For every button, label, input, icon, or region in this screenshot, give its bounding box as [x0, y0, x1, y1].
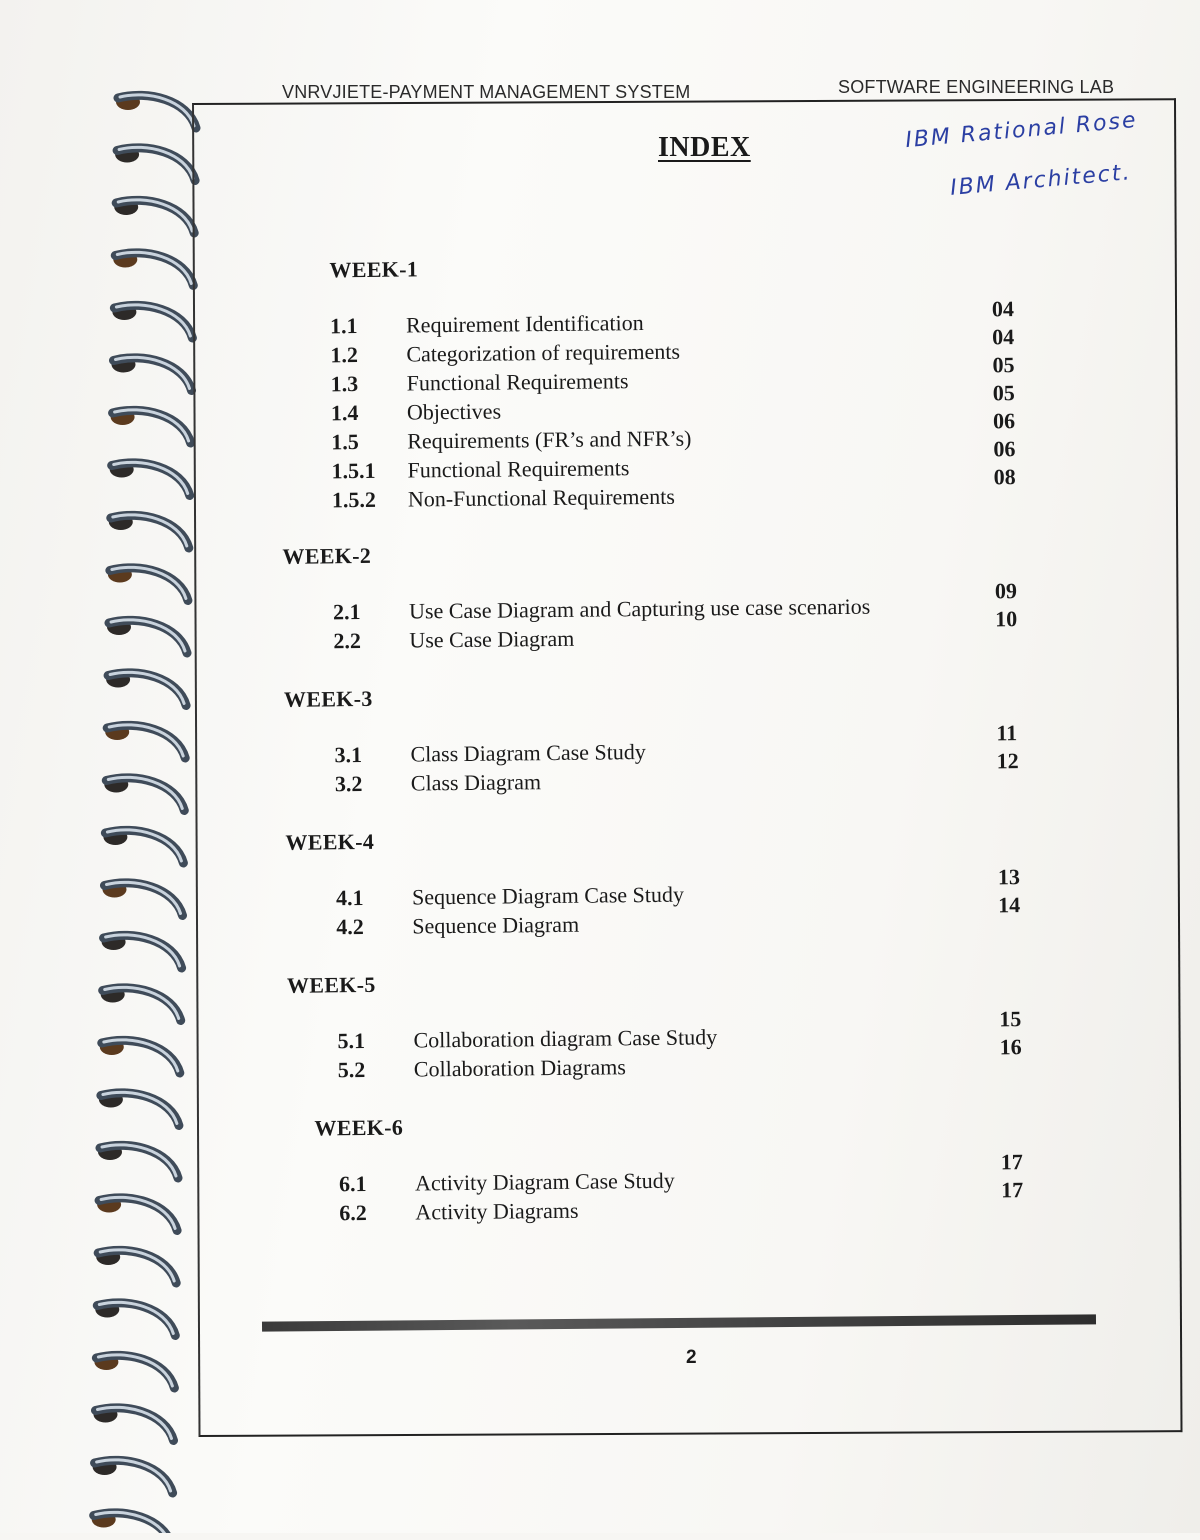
header-lab-name: SOFTWARE ENGINEERING LAB [838, 77, 1115, 97]
section-title: Collaboration diagram Case Study [413, 1024, 718, 1053]
section-title: Sequence Diagram [412, 911, 580, 939]
page-ref: 06 [992, 408, 1016, 434]
header-project-name: VNRVJIETE-PAYMENT MANAGEMENT SYSTEM [282, 82, 691, 102]
page-ref: 11 [996, 720, 1018, 746]
week-heading: WEEK-3 [283, 685, 373, 712]
section-number: 1.3 [330, 371, 359, 397]
section-title: Functional Requirements [407, 455, 630, 483]
section-title: Activity Diagram Case Study [414, 1167, 675, 1196]
section-number: 1.1 [329, 313, 358, 339]
page-ref: 05 [992, 380, 1015, 406]
section-number: 5.1 [337, 1028, 366, 1054]
page-ref: 04 [992, 324, 1015, 350]
section-number: 1.2 [330, 342, 358, 368]
section-title: Use Case Diagram and Capturing use case scenarios [408, 593, 871, 624]
page-ref: 10 [995, 606, 1018, 632]
week-heading: WEEK-5 [286, 971, 376, 998]
section-number: 3.1 [334, 742, 363, 768]
section-title: Class Diagram [410, 769, 542, 796]
section-title: Non-Functional Requirements [407, 483, 676, 512]
section-number: 6.2 [339, 1199, 367, 1226]
section-number: 1.5.2 [331, 486, 377, 513]
section-number: 3.2 [334, 771, 363, 797]
page-title: INDEX [658, 132, 751, 163]
section-title: Use Case Diagram [409, 625, 575, 653]
page-ref: 14 [998, 892, 1021, 918]
page-ref: 05 [992, 352, 1015, 378]
section-title: Categorization of requirements [406, 338, 681, 367]
section-title: Activity Diagrams [415, 1197, 579, 1225]
section-number: 6.1 [338, 1170, 367, 1197]
page-ref: 13 [997, 864, 1021, 890]
section-number: 1.5.1 [331, 457, 376, 484]
section-number: 2.2 [333, 628, 361, 654]
section-number: 1.4 [330, 400, 359, 426]
page-ref: 04 [991, 296, 1015, 322]
handwritten-note: IBM Architect. [949, 160, 1133, 201]
section-number: 5.2 [337, 1057, 366, 1083]
page-ref: 08 [993, 464, 1016, 490]
section-title: Sequence Diagram Case Study [411, 881, 685, 910]
section-number: 4.2 [336, 914, 364, 940]
week-heading: WEEK-4 [285, 828, 375, 855]
handwritten-note: IBM Rational Rose [904, 107, 1139, 154]
week-heading: WEEK-6 [314, 1114, 404, 1141]
week-heading: WEEK-1 [329, 256, 419, 283]
page-ref: 06 [993, 436, 1016, 462]
section-number: 2.1 [332, 599, 361, 625]
section-number: 1.5 [331, 429, 359, 455]
page-ref: 09 [994, 578, 1018, 604]
week-heading: WEEK-2 [282, 542, 372, 569]
section-title: Functional Requirements [406, 368, 629, 396]
page-ref: 17 [1000, 1149, 1023, 1175]
section-title: Objectives [406, 398, 502, 425]
section-title: Class Diagram Case Study [410, 739, 646, 767]
page-ref: 17 [1001, 1177, 1024, 1203]
section-title: Requirement Identification [405, 310, 644, 338]
page-ref: 16 [999, 1034, 1022, 1060]
page-ref: 15 [999, 1006, 1022, 1032]
section-number: 4.1 [335, 885, 364, 911]
page-ref: 12 [996, 748, 1019, 774]
page-number: 2 [686, 1347, 697, 1368]
section-title: Requirements (FR’s and NFR’s) [407, 425, 692, 454]
section-title: Collaboration Diagrams [413, 1054, 626, 1082]
